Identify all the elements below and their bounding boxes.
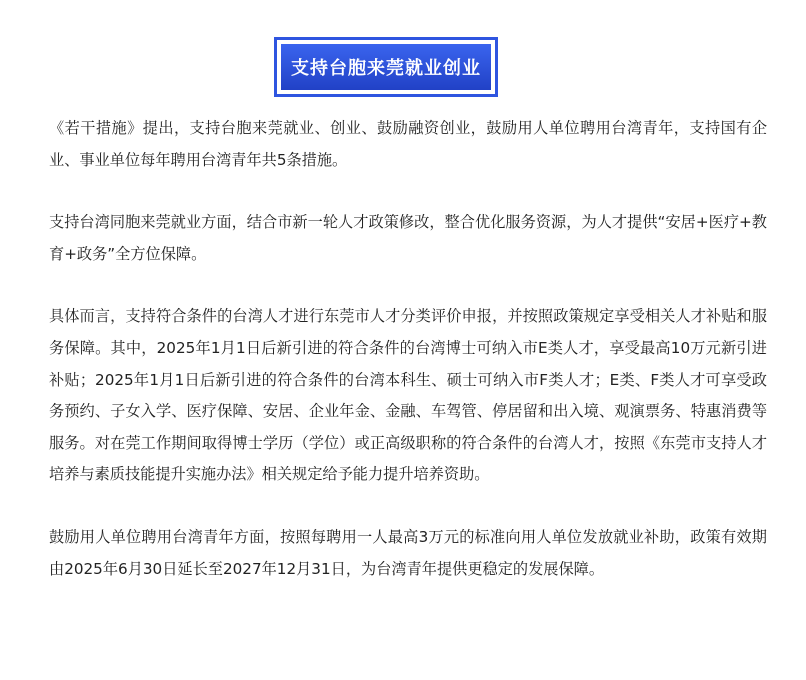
paragraph-3: 具体而言，支持符合条件的台湾人才进行东莞市人才分类评价申报，并按照政策规定享受相关人才补贴和服务保障。其中，2025年1月1日后新引进的符合条件的台湾博士可纳入市E类人才，享受最高10万元新引进补贴；2025年1月1日后新引进的符合条件的台湾本科生、硕士可纳入市F类人才；E类、F类人才可享受政务预约、子女入学、医疗保障、安居、企业年金、金融、车驾管、停居留和出入境、观演票务、特惠消费等服务。对在莞工作期间取得博士学历（学位）或正高级职称的符合条件的台湾人才，按照《东莞市支持人才培养与素质技能提升实施办法》相关规定给予能力提升培养资助。 [49,307,767,484]
page-title: 支持台胞来莞就业创业 [291,58,481,79]
title-banner [274,37,498,97]
article-body [49,113,767,616]
title-banner-fill [281,44,491,90]
paragraph-1: 《若干措施》提出，支持台胞来莞就业、创业、鼓励融资创业，鼓励用人单位聘用台湾青年，支持国有企业、事业单位每年聘用台湾青年共5条措施。 [49,119,767,169]
paragraph-4: 鼓励用人单位聘用台湾青年方面，按照每聘用一人最高3万元的标准向用人单位发放就业补助，政策有效期由2025年6月30日延长至2027年12月31日，为台湾青年提供更稳定的发展保障。 [49,527,767,578]
paragraph-2: 支持台湾同胞来莞就业方面，结合市新一轮人才政策修改，整合优化服务资源，为人才提供“安居+医疗+教育+政务”全方位保障。 [49,213,767,263]
